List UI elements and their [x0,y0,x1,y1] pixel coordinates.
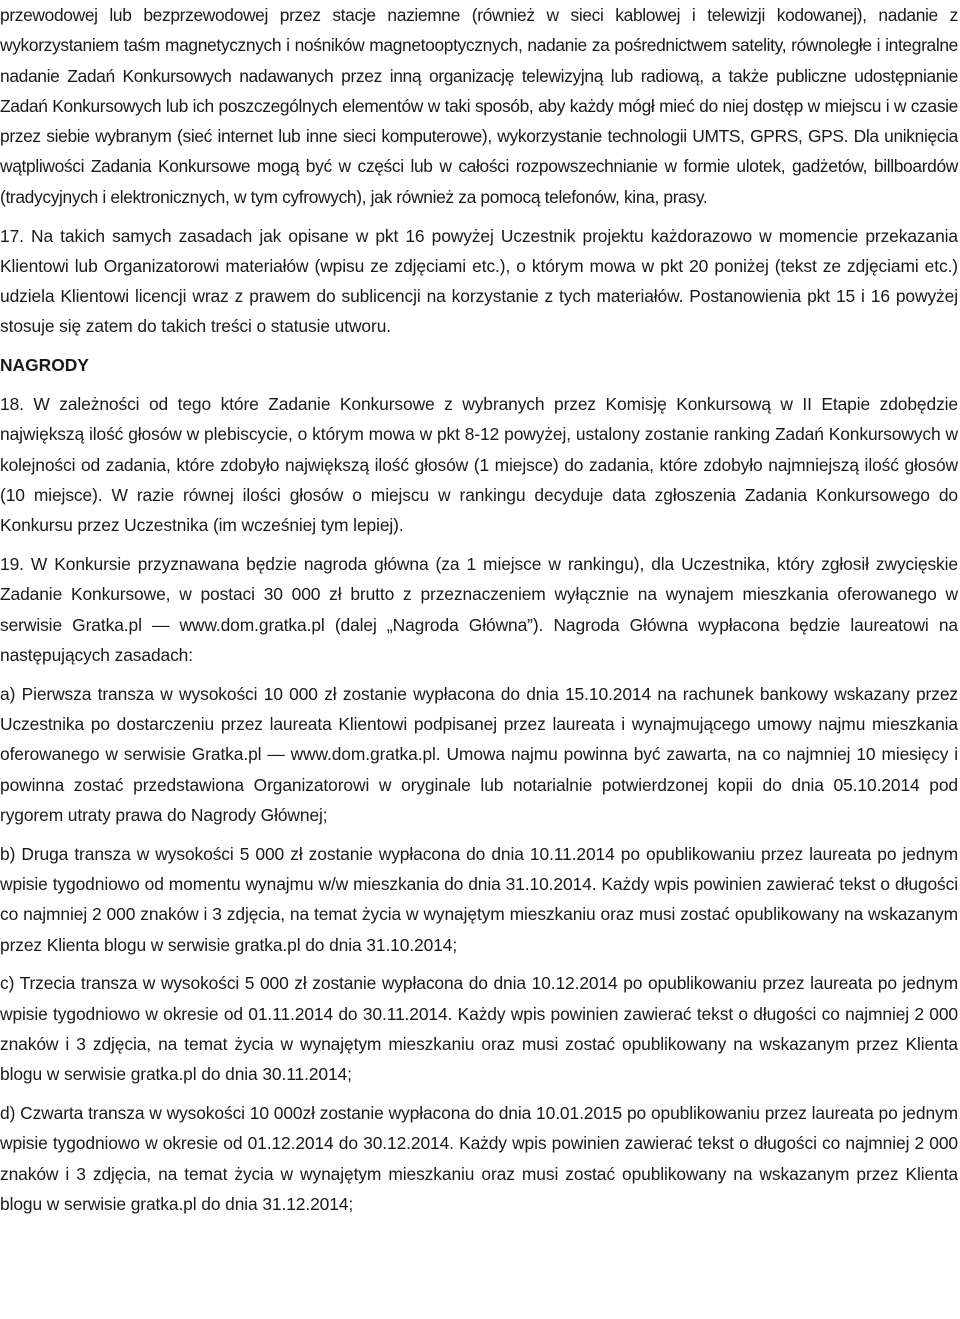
paragraph-17: 17. Na takich samych zasadach jak opisane w pkt 16 powyżej Uczestnik projektu każdorazowo w momencie przekazania Klientowi lub Organizatorowi materiałów (wpisu ze zdjęciami etc.), o którym mowa w pkt 20 poniżej (tekst ze zdjęciami etc.) udziela Klientowi licencji wraz z prawem do sublicencji na korzystanie z tych materiałów. Postanowienia pkt 15 i 16 powyżej stosuje się zatem do takich treści o statusie utworu. [0,225,958,337]
section-heading-nagrody: NAGRODY [0,355,89,376]
paragraph-19a: a) Pierwsza transza w wysokości 10 000 zł zostanie wypłacona do dnia 15.10.2014 na rachunek bankowy wskazany przez Uczestnika po dostarczeniu przez laureata Klientowi podpisanej przez laureata i wynajmującego umowy najmu mieszkania oferowanego w serwisie Gratka.pl — www.dom.gratka.pl. Umowa najmu powinna być zawarta, na co najmniej 10 miesięcy i powinna zostać przedstawiona Organizatorowi w oryginale lub notarialnie potwierdzonej kopii do dnia 05.10.2014 pod rygorem utraty prawa do Nagrody Głównej; [0,683,958,825]
paragraph-19: 19. W Konkursie przyznawana będzie nagroda główna (za 1 miejsce w rankingu), dla Uczestnika, który zgłosił zwycięskie Zadanie Konkursowe, w postaci 30 000 zł brutto z przeznaczeniem wyłącznie na wynajem mieszkania oferowanego w serwisie Gratka.pl — www.dom.gratka.pl (dalej „Nagroda Główna”). Nagroda Główna wypłacona będzie laureatowi na następujących zasadach: [0,554,958,665]
paragraph-18: 18. W zależności od tego które Zadanie Konkursowe z wybranych przez Komisję Konkursową w II Etapie zdobędzie największą ilość głosów w plebiscycie, o którym mowa w pkt 8-12 powyżej, ustalony zostanie ranking Zadań Konkursowych w kolejności od zadania, które zdobyło największą ilość głosów (1 miejsce) do zadania, które zdobyło najmniejszą ilość głosów (10 miejsce). W razie równej ilości głosów o miejscu w rankingu decyduje data zgłoszenia Zadania Konkursowego do Konkursu przez Uczestnika (im wcześniej tym lepiej). [0,394,958,536]
paragraph-19d: d) Czwarta transza w wysokości 10 000zł zostanie wypłacona do dnia 10.01.2015 po opublikowaniu przez laureata po jednym wpisie tygodniowo w okresie od 01.12.2014 do 30.12.2014. Każdy wpis powinien zawierać tekst o długości co najmniej 2 000 znaków i 3 zdjęcia, na temat życia w wynajętym mieszkaniu oraz musi zostać opublikowany na wskazanym przez Klienta blogu w serwisie gratka.pl do dnia 31.12.2014; [0,1103,958,1214]
paragraph-intro: przewodowej lub bezprzewodowej przez stacje naziemne (również w sieci kablowej i telewizji kodowanej), nadanie z wykorzystaniem taśm magnetycznych i nośników magnetooptycznych, nadanie za pośrednictwem satelity, równoległe i integralne nadanie Zadań Konkursowych nadawanych przez inną organizację telewizyjną lub radiową, a także publiczne udostępnianie Zadań Konkursowych lub ich poszczególnych elementów w taki sposób, aby każdy mógł mieć do niej dostęp w miejscu i w czasie przez siebie wybranym (sieć internet lub inne sieci komputerowe), wykorzystanie technologii UMTS, GPRS, GPS. Dla uniknięcia wątpliwości Zadania Konkursowe mogą być w części lub w całości rozpowszechnianie w formie ulotek, gadżetów, billboardów (tradycyjnych i elektronicznych, w tym cyfrowych), jak również za pomocą telefonów, kina, prasy. [0,5,958,207]
section-heading-wrapper [0,350,958,380]
paragraph-19b: b) Druga transza w wysokości 5 000 zł zostanie wypłacona do dnia 10.11.2014 po opublikowaniu przez laureata po jednym wpisie tygodniowo od momentu wynajmu w/w mieszkania do dnia 31.10.2014. Każdy wpis powinien zawierać tekst o długości co najmniej 2 000 znaków i 3 zdjęcia, na temat życia w wynajętym mieszkaniu oraz musi zostać opublikowany na wskazanym przez Klienta blogu w serwisie gratka.pl do dnia 31.10.2014; [0,843,958,955]
paragraph-19c: c) Trzecia transza w wysokości 5 000 zł zostanie wypłacona do dnia 10.12.2014 po opublikowaniu przez laureata po jednym wpisie tygodniowo w okresie od 01.11.2014 do 30.11.2014. Każdy wpis powinien zawierać tekst o długości co najmniej 2 000 znaków i 3 zdjęcia, na temat życia w wynajętym mieszkaniu oraz musi zostać opublikowany na wskazanym przez Klienta blogu w serwisie gratka.pl do dnia 30.11.2014; [0,973,958,1085]
